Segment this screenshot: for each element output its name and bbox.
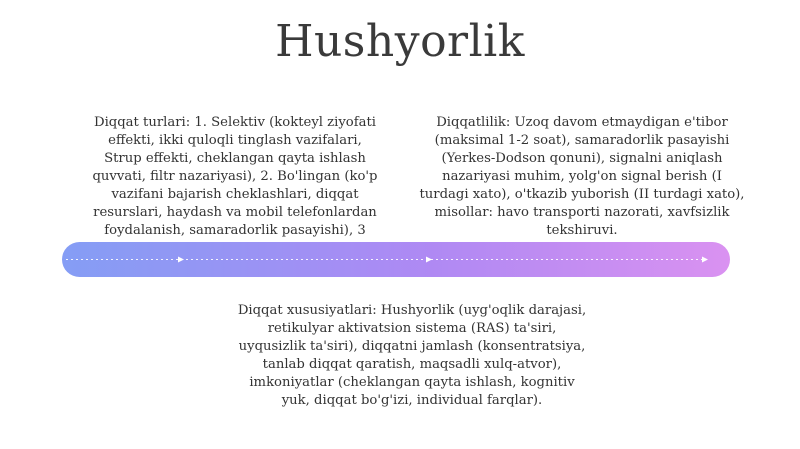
timeline-bar: [62, 242, 730, 277]
attention-properties-text: Diqqat xususiyatlari: Hushyorlik (uyg'oqlik darajasi, retikulyar aktivatsion sistema (RAS) ta'siri, uyqusizlik ta'siri), diqqatni jamlash (konsentratsiya, tanlab diqqat qaratish, maqsadli xulq-atvor), imkoniyatlar (cheklangan qayta ishlash, kognitiv yuk, diqqat bo'g'izi, individual farqlar).: [237, 303, 587, 408]
timeline-graphic: [62, 242, 730, 277]
attention-types-text: Diqqat turlari: 1. Selektiv (kokteyl ziyofati effekti, ikki quloqli tinglash vazifalari, Strup effekti, cheklangan qayta ishlash quvvati, filtr nazariyasi), 2. Bo'lingan (ko'p vazifani bajarish cheklashlari, diqqat resurslari, haydash va mobil telefonlardan foydalanish, samaradorlik pasayishi), 3: [92, 115, 378, 238]
slide-title: Hushyorlik: [275, 16, 525, 67]
attentiveness-text: Diqqatlilik: Uzoq davom etmaydigan e'tibor (maksimal 1-2 soat), samaradorlik pasayishi (Yerkes-Dodson qonuni), signalni aniqlash nazariyasi muhim, yolg'on signal berish (I turdagi xato), o'tkazib yuborish (II turdagi xato), misollar: havo transporti nazorati, xavfsizlik tekshiruvi.: [419, 115, 745, 238]
